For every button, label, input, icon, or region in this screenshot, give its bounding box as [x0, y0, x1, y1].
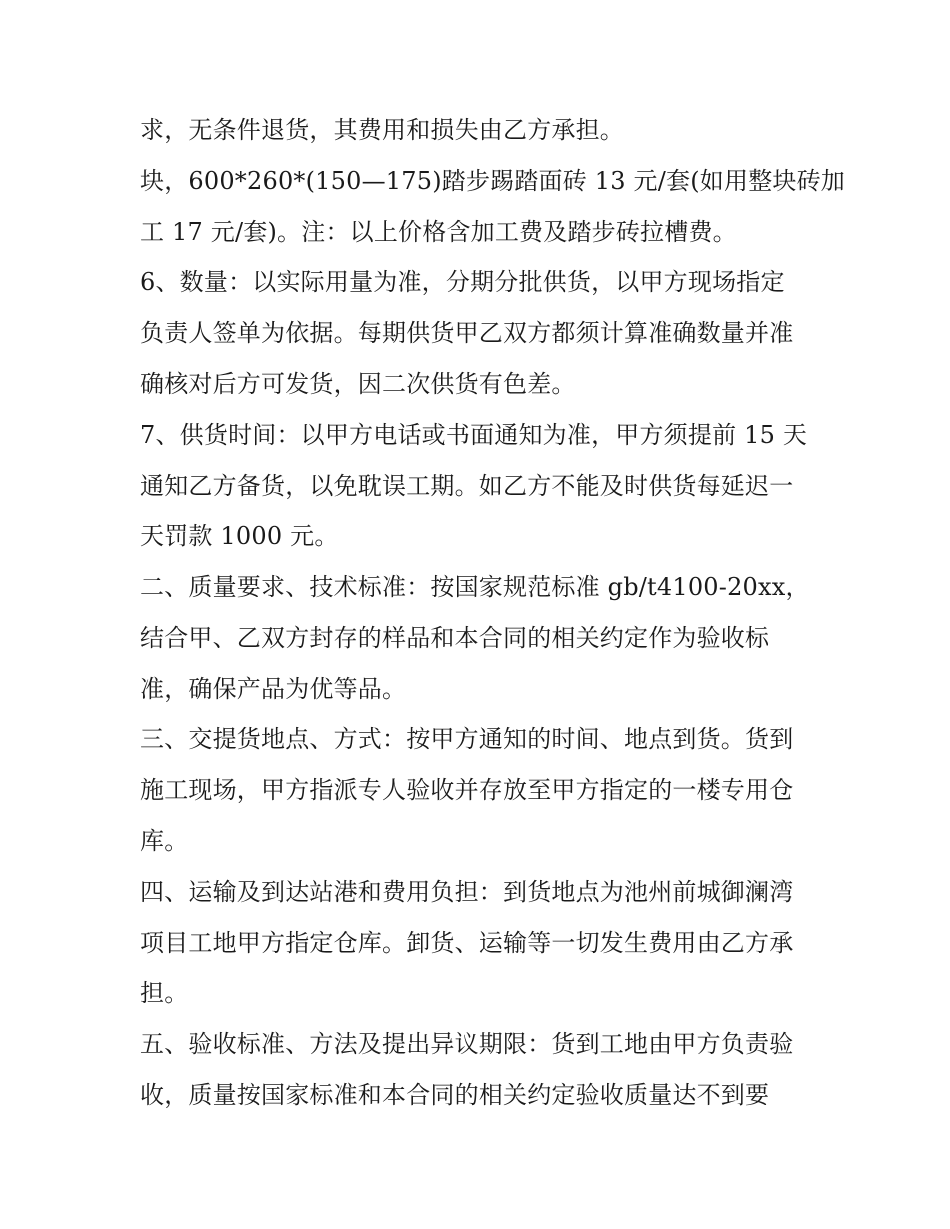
text-line: 求，无条件退货，其费用和损失由乙方承担。 [140, 116, 624, 144]
text-line: 块，600*260*(150—175)踏步踢踏面砖 13 元/套(如用整块砖加 [140, 167, 846, 195]
text-line: 确核对后方可发货，因二次供货有色差。 [140, 370, 576, 398]
text-line: 6、数量：以实际用量为准，分期分批供货，以甲方现场指定 [140, 268, 785, 296]
text-line: 四、运输及到达站港和费用负担：到货地点为池州前城御澜湾 [140, 878, 794, 906]
text-line: 准，确保产品为优等品。 [140, 675, 407, 703]
text-line: 施工现场，甲方指派专人验收并存放至甲方指定的一楼专用仓 [140, 776, 794, 804]
text-line: 三、交提货地点、方式：按甲方通知的时间、地点到货。货到 [140, 725, 794, 753]
text-line: 负责人签单为依据。每期供货甲乙双方都须计算准确数量并准 [140, 319, 794, 347]
text-line: 项目工地甲方指定仓库。卸货、运输等一切发生费用由乙方承 [140, 929, 794, 957]
text-line: 库。 [140, 827, 189, 855]
text-line: 7、供货时间：以甲方电话或书面通知为准，甲方须提前 15 天 [140, 421, 808, 449]
text-line: 担。 [140, 979, 189, 1007]
text-line: 工 17 元/套)。注：以上价格含加工费及踏步砖拉槽费。 [140, 218, 737, 246]
text-line: 天罚款 1000 元。 [140, 522, 339, 550]
text-line: 通知乙方备货，以免耽误工期。如乙方不能及时供货每延迟一 [140, 472, 794, 500]
text-line: 五、验收标准、方法及提出异议期限：货到工地由甲方负责验 [140, 1030, 794, 1058]
text-line: 结合甲、乙双方封存的样品和本合同的相关约定作为验收标 [140, 624, 770, 652]
text-line: 收，质量按国家标准和本合同的相关约定验收质量达不到要 [140, 1081, 770, 1109]
text-line: 二、质量要求、技术标准：按国家规范标准 gb/t4100-20xx， [140, 573, 810, 601]
